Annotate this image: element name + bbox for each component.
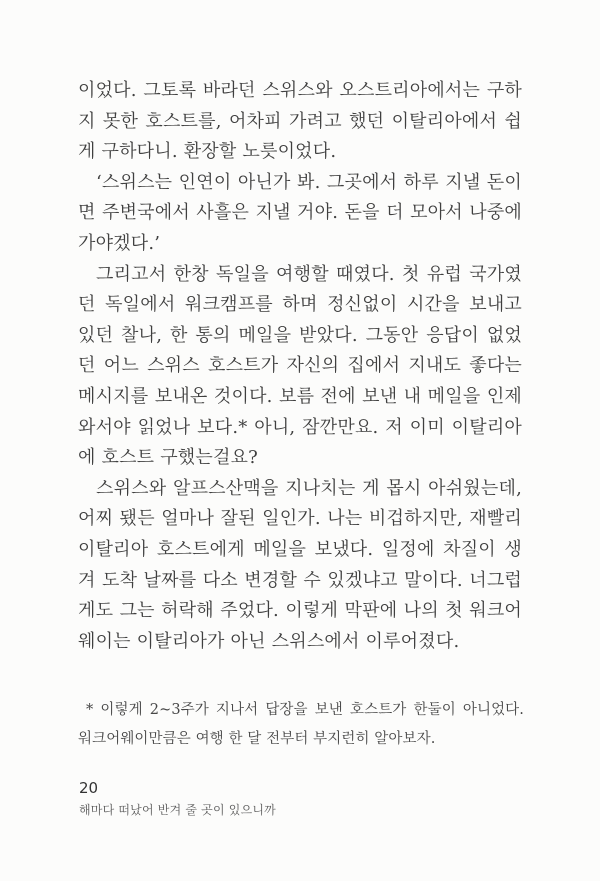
footnote [78, 696, 524, 753]
body-paragraph: 이었다. 그토록 바라던 스위스와 오스트리아에서는 구하지 못한 호스트를, 어차피 가려고 했던 이탈리아에서 쉽게 구하다니. 환장할 노릇이었다. [78, 80, 522, 163]
body-paragraph-quote: ‘스위스는 인연이 아닌가 봐. 그곳에서 하루 지낼 돈이면 주변국에서 사흘은 지낼 거야. 돈을 더 모아서 나중에 가야겠다.’ [78, 171, 522, 254]
body-paragraph: 그리고서 한창 독일을 여행할 때였다. 첫 유럽 국가였던 독일에서 워크캠프를 하며 정신없이 시간을 보내고 있던 찰나, 한 통의 메일을 받았다. 그동안 응답이 없었던 어느 스위스 호스트가 자신의 집에서 지내도 좋다는 메시지를 보내온 것이다. 보름 전에 보낸 내 메일을 인제 와서야 읽었나 보다.* 아니, 잠깐만요. 저 이미 이탈리아에 호스트 구했는걸요? [78, 263, 522, 469]
body-paragraph: 스위스와 알프스산맥을 지나치는 게 몹시 아쉬웠는데, 어찌 됐든 얼마나 잘된 일인가. 나는 비겁하지만, 재빨리 이탈리아 호스트에게 메일을 보냈다. 일정에 차질이 생겨 도착 날짜를 다소 변경할 수 있겠냐고 말이다. 너그럽게도 그는 허락해 주었다. 이렇게 막판에 나의 첫 워크어웨이는 이탈리아가 아닌 스위스에서 이루어졌다. [78, 477, 522, 652]
footnote-asterisk-marker: * [86, 702, 94, 718]
running-footer-book-title: 해마다 떠났어 반겨 줄 곳이 있으니까 [79, 803, 276, 817]
page-number: 20 [79, 779, 99, 797]
body-text-block [78, 76, 522, 657]
footnote-text: 이렇게 2~3주가 지나서 답장을 보낸 호스트가 한둘이 아니었다. 워크어웨이만큼은 여행 한 달 전부터 부지런히 알아보자. [78, 702, 524, 747]
